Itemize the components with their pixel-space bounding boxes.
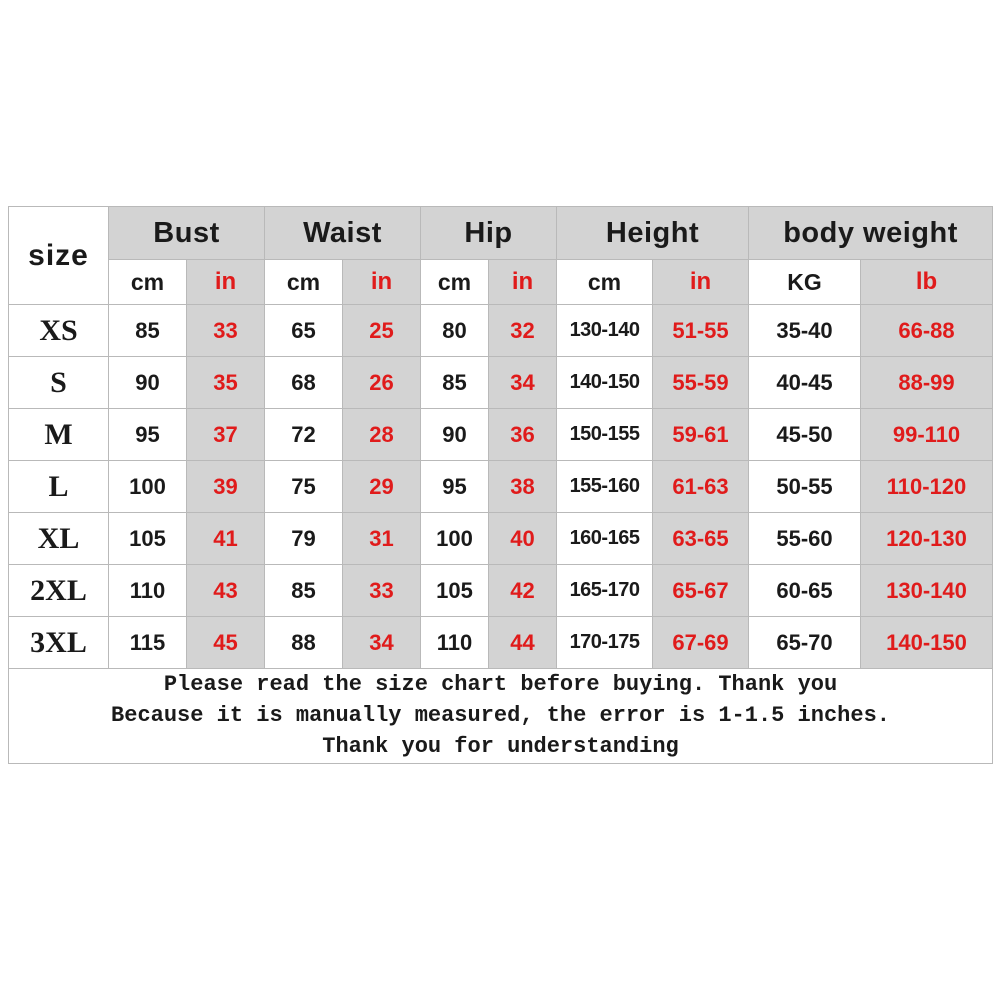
cell-height-cm: 130-140 — [557, 305, 653, 357]
cell-waist-cm: 88 — [265, 617, 343, 669]
cell-hip-cm: 90 — [421, 409, 489, 461]
cell-bust-cm: 100 — [109, 461, 187, 513]
cell-weight-kg: 45-50 — [749, 409, 861, 461]
cell-waist-in: 28 — [343, 409, 421, 461]
cell-bust-cm: 90 — [109, 357, 187, 409]
cell-height-in: 67-69 — [653, 617, 749, 669]
table-row — [9, 409, 993, 461]
header-group-waist: Waist — [265, 207, 421, 260]
table-row — [9, 617, 993, 669]
row-size-label: 3XL — [9, 617, 109, 669]
cell-height-cm: 170-175 — [557, 617, 653, 669]
row-size-label: S — [9, 357, 109, 409]
header-unit-waist-in: in — [343, 260, 421, 305]
cell-hip-in: 34 — [489, 357, 557, 409]
cell-waist-cm: 75 — [265, 461, 343, 513]
cell-height-cm: 165-170 — [557, 565, 653, 617]
cell-weight-lb: 88-99 — [861, 357, 993, 409]
note-line-2: Because it is manually measured, the error is 1-1.5 inches. — [111, 703, 890, 729]
header-unit-hip-cm: cm — [421, 260, 489, 305]
cell-waist-in: 26 — [343, 357, 421, 409]
cell-waist-cm: 65 — [265, 305, 343, 357]
cell-weight-lb: 120-130 — [861, 513, 993, 565]
size-chart-table — [8, 206, 993, 764]
cell-weight-kg: 60-65 — [749, 565, 861, 617]
cell-weight-kg: 55-60 — [749, 513, 861, 565]
cell-weight-lb: 140-150 — [861, 617, 993, 669]
header-row-groups — [9, 207, 993, 260]
header-group-height: Height — [557, 207, 749, 260]
cell-weight-lb: 130-140 — [861, 565, 993, 617]
row-size-label: M — [9, 409, 109, 461]
cell-height-in: 55-59 — [653, 357, 749, 409]
cell-waist-in: 34 — [343, 617, 421, 669]
cell-hip-in: 44 — [489, 617, 557, 669]
cell-bust-in: 41 — [187, 513, 265, 565]
header-unit-height-cm: cm — [557, 260, 653, 305]
cell-bust-cm: 85 — [109, 305, 187, 357]
cell-height-cm: 140-150 — [557, 357, 653, 409]
cell-height-in: 61-63 — [653, 461, 749, 513]
cell-weight-kg: 40-45 — [749, 357, 861, 409]
cell-weight-kg: 35-40 — [749, 305, 861, 357]
header-unit-hip-in: in — [489, 260, 557, 305]
header-size: size — [9, 207, 109, 305]
row-size-label: L — [9, 461, 109, 513]
size-chart-container — [8, 206, 992, 764]
cell-hip-cm: 105 — [421, 565, 489, 617]
cell-hip-in: 40 — [489, 513, 557, 565]
table-row — [9, 461, 993, 513]
cell-hip-cm: 110 — [421, 617, 489, 669]
row-size-label: XL — [9, 513, 109, 565]
cell-weight-lb: 99-110 — [861, 409, 993, 461]
row-size-label: XS — [9, 305, 109, 357]
cell-hip-in: 32 — [489, 305, 557, 357]
cell-hip-cm: 80 — [421, 305, 489, 357]
cell-bust-cm: 95 — [109, 409, 187, 461]
header-unit-weight-lb: lb — [861, 260, 993, 305]
size-chart-note — [9, 669, 993, 764]
cell-waist-cm: 85 — [265, 565, 343, 617]
note-line-3: Thank you for understanding — [322, 734, 679, 760]
cell-height-in: 59-61 — [653, 409, 749, 461]
cell-bust-cm: 115 — [109, 617, 187, 669]
cell-bust-in: 43 — [187, 565, 265, 617]
header-group-bust: Bust — [109, 207, 265, 260]
note-row — [9, 669, 993, 764]
cell-bust-in: 33 — [187, 305, 265, 357]
header-unit-bust-cm: cm — [109, 260, 187, 305]
cell-bust-in: 37 — [187, 409, 265, 461]
table-row — [9, 513, 993, 565]
cell-waist-in: 31 — [343, 513, 421, 565]
cell-waist-cm: 68 — [265, 357, 343, 409]
cell-hip-cm: 95 — [421, 461, 489, 513]
header-row-units — [9, 260, 993, 305]
cell-height-cm: 155-160 — [557, 461, 653, 513]
cell-bust-in: 35 — [187, 357, 265, 409]
cell-hip-in: 36 — [489, 409, 557, 461]
header-unit-bust-in: in — [187, 260, 265, 305]
header-group-hip: Hip — [421, 207, 557, 260]
cell-waist-cm: 79 — [265, 513, 343, 565]
cell-height-in: 51-55 — [653, 305, 749, 357]
cell-height-cm: 150-155 — [557, 409, 653, 461]
cell-bust-in: 39 — [187, 461, 265, 513]
cell-weight-lb: 110-120 — [861, 461, 993, 513]
cell-waist-in: 25 — [343, 305, 421, 357]
cell-hip-in: 42 — [489, 565, 557, 617]
cell-hip-in: 38 — [489, 461, 557, 513]
cell-bust-cm: 110 — [109, 565, 187, 617]
cell-height-in: 65-67 — [653, 565, 749, 617]
cell-bust-cm: 105 — [109, 513, 187, 565]
header-unit-height-in: in — [653, 260, 749, 305]
table-row — [9, 305, 993, 357]
cell-waist-cm: 72 — [265, 409, 343, 461]
cell-waist-in: 29 — [343, 461, 421, 513]
table-row — [9, 565, 993, 617]
cell-waist-in: 33 — [343, 565, 421, 617]
cell-hip-cm: 100 — [421, 513, 489, 565]
cell-bust-in: 45 — [187, 617, 265, 669]
cell-weight-kg: 50-55 — [749, 461, 861, 513]
note-line-1: Please read the size chart before buying. Thank you — [163, 672, 838, 697]
cell-weight-lb: 66-88 — [861, 305, 993, 357]
table-row — [9, 357, 993, 409]
header-unit-weight-kg: KG — [749, 260, 861, 305]
cell-height-cm: 160-165 — [557, 513, 653, 565]
cell-hip-cm: 85 — [421, 357, 489, 409]
row-size-label: 2XL — [9, 565, 109, 617]
header-unit-waist-cm: cm — [265, 260, 343, 305]
cell-weight-kg: 65-70 — [749, 617, 861, 669]
header-group-body-weight: body weight — [749, 207, 993, 260]
cell-height-in: 63-65 — [653, 513, 749, 565]
